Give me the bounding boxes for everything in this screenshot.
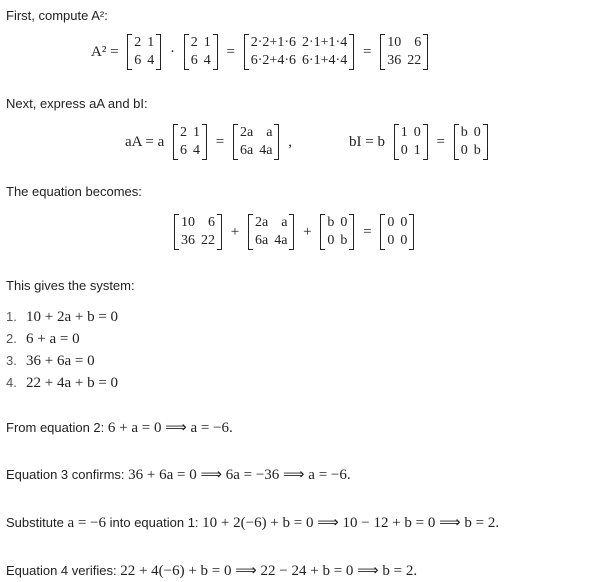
matrix-cell: 4a: [259, 143, 273, 158]
matrix-cell: a: [281, 215, 288, 230]
equation-aA: aA = a 2 1 6 4 = 2a a 6a 4a ,: [122, 124, 295, 160]
matrix: [127, 34, 161, 70]
matrix-cell: 36: [387, 53, 402, 68]
matrix-cell: 6a: [240, 143, 254, 158]
matrix-cell: 0: [473, 125, 481, 140]
matrix-cell: 0: [327, 233, 335, 248]
system-item: 1. 10 + 2a + b = 0: [6, 309, 119, 325]
intro-express: Next, express aA and bI:: [6, 96, 148, 111]
matrix-cell: 4: [193, 143, 201, 158]
matrix: [248, 214, 294, 250]
matrix-cell: 1: [400, 125, 408, 140]
matrix-cell: b: [460, 125, 468, 140]
matrix: [380, 34, 428, 70]
matrix-cell: 6: [208, 215, 215, 230]
eq-lhs: bI = b: [349, 133, 385, 150]
matrix-cell: 6: [134, 53, 142, 68]
eq-lhs: A² =: [91, 43, 119, 60]
equation-bI: bI = b 1 0 0 1 = b 0 0 b: [346, 124, 490, 160]
matrix-cell: 0: [460, 143, 468, 158]
step-eq3-confirms: Equation 3 confirms: 36 + 6a = 0 ⟹ 6a = −36 ⟹ a = −6.: [6, 467, 351, 483]
matrix-cell: 6: [414, 35, 422, 50]
matrix-cell: 6: [190, 53, 198, 68]
matrix-cell: 2·2+1·6: [250, 35, 296, 50]
equation-sum: 10 6 36 22 + 2a a 6a 4a + b 0 0 b = 0 0 0 0: [172, 214, 416, 250]
matrix-cell: 4: [203, 53, 211, 68]
matrix-cell: 4a: [274, 233, 288, 248]
matrix: [184, 34, 218, 70]
matrix-cell: 0: [413, 125, 421, 140]
matrix-cell: 0: [400, 143, 408, 158]
step-substitute: Substitute a = −6 into equation 1: 10 + 2(−6) + b = 0 ⟹ 10 − 12 + b = 0 ⟹ b = 2.: [6, 515, 500, 531]
step-from-eq2: From equation 2: 6 + a = 0 ⟹ a = −6.: [6, 420, 233, 436]
matrix-cell: 2: [180, 125, 188, 140]
matrix: [173, 124, 207, 160]
matrix-cell: b: [327, 215, 335, 230]
matrix-cell: 6: [180, 143, 188, 158]
equation-a-squared: A² = 2 1 6 4 · 2 1 6 4 = 2·2+1·6 2·1+1·4 6·2+4·6 6·1+4·4 = 10 6 36 22: [88, 34, 430, 70]
matrix: [320, 214, 354, 250]
matrix-cell: 0: [387, 233, 395, 248]
matrix-cell: 2a: [254, 215, 269, 230]
matrix-cell: 2a: [240, 125, 254, 140]
matrix-cell: 22: [407, 53, 422, 68]
matrix-cell: 22: [201, 233, 215, 248]
matrix-cell: 0: [387, 215, 395, 230]
matrix: [174, 214, 222, 250]
matrix-cell: 0: [340, 215, 348, 230]
matrix-cell: 1: [413, 143, 421, 158]
matrix-cell: 0: [400, 215, 408, 230]
matrix-cell: 4: [147, 53, 155, 68]
matrix-cell: b: [473, 143, 481, 158]
matrix-cell: 1: [203, 35, 211, 50]
matrix: [380, 214, 414, 250]
matrix-cell: 6·2+4·6: [250, 53, 296, 68]
matrix-cell: 0: [400, 233, 408, 248]
matrix-cell: 2: [190, 35, 198, 50]
matrix-cell: 1: [193, 125, 201, 140]
intro-compute-a-squared: First, compute A²:: [6, 8, 108, 23]
matrix-cell: 36: [181, 233, 195, 248]
intro-equation-becomes: The equation becomes:: [6, 184, 142, 199]
matrix-cell: 2: [134, 35, 142, 50]
matrix-cell: 6a: [254, 233, 269, 248]
eq-lhs: aA = a: [125, 133, 165, 150]
matrix: [394, 124, 428, 160]
matrix-cell: 1: [147, 35, 155, 50]
matrix: [233, 124, 279, 160]
matrix: [454, 124, 488, 160]
intro-system: This gives the system:: [6, 278, 135, 293]
matrix-cell: b: [340, 233, 348, 248]
system-list: [6, 306, 118, 394]
matrix-cell: 10: [387, 35, 402, 50]
system-item: 4. 22 + 4a + b = 0: [6, 375, 119, 391]
matrix-cell: 2·1+1·4: [302, 35, 348, 50]
system-item: 3. 36 + 6a = 0: [6, 353, 95, 369]
matrix-cell: 6·1+4·4: [302, 53, 348, 68]
matrix-cell: 10: [181, 215, 195, 230]
step-eq4-verifies: Equation 4 verifies: 22 + 4(−6) + b = 0 ⟹ 22 − 24 + b = 0 ⟹ b = 2.: [6, 563, 418, 579]
matrix-cell: a: [266, 125, 273, 140]
system-item: 2. 6 + a = 0: [6, 331, 80, 347]
matrix: [244, 34, 354, 70]
